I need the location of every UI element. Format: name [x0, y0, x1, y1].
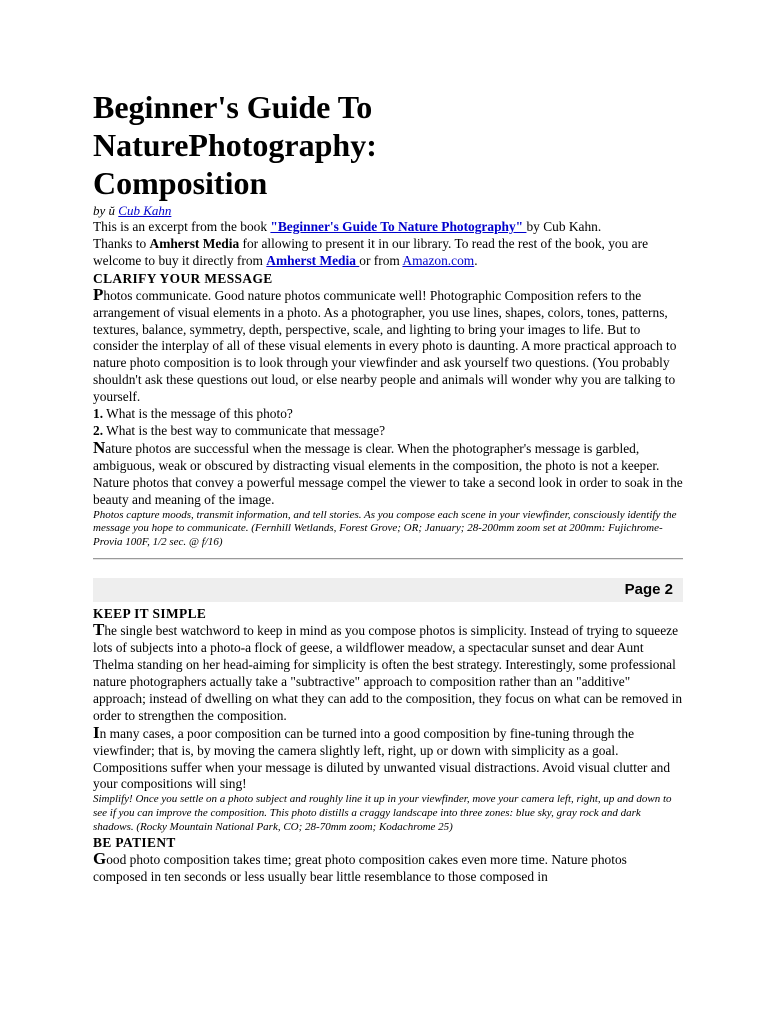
publisher-name: Amherst Media: [149, 235, 240, 251]
question-1: [93, 406, 683, 423]
question-number: 1.: [93, 406, 104, 422]
divider: [93, 558, 683, 560]
author-link[interactable]: Cub Kahn: [118, 203, 172, 218]
intro-excerpt: [93, 219, 683, 236]
photo-caption-1: Photos capture moods, transmit information, and tell stories. As you compose each scene in your viewfinder, consciously identify the message you hope to communicate. (Fernhill Wetlands, Forest Grove; OR; January; 28-200mm zoom set at 200mm: Fujichrome- Provia 100F, 1/2 sec. @ f/16): [93, 508, 677, 548]
or-from: or from: [359, 252, 403, 268]
sentence-end: .: [474, 252, 478, 268]
section-heading-clarify: CLARIFY YOUR MESSAGE: [93, 270, 273, 286]
drop-cap: T: [93, 620, 105, 640]
paragraph-text: hotos communicate. Good nature photos communicate well! Photographic Composition refers to the arrangement of visual elements in a photo. As a photographer, you use lines, shapes, colors, tones, patterns, textures, balance, symmetry, depth, perspective, scale, and lighting to bring your images to life. But to consider the interplay of all of these visual elements in every photo is daunting. A more practical approach to nature photo composition is to look through your viewfinder and ask yourself two questions. (You probably shouldn't ask these questions out loud, or else nearby people and animals will wonder why you are talking to yourself.: [93, 287, 677, 405]
thanks-middle: for allowing to present it in our library. To read the rest of the book, you are welcome to buy it directly from: [93, 235, 649, 268]
drop-cap: P: [93, 284, 104, 304]
intro-thanks: [93, 236, 683, 270]
page-number: Page 2: [624, 581, 673, 599]
paragraph-text: ood photo composition takes time; great photo composition cakes even more time. Nature photos composed in ten seconds or less usually bear little resemblance to those composed in: [93, 852, 627, 885]
book-link[interactable]: "Beginner's Guide To Nature Photography": [270, 219, 527, 234]
section2-paragraph-2: [93, 722, 683, 794]
publisher-link[interactable]: Amherst Media: [266, 252, 360, 268]
title-line-2: NaturePhotography:: [93, 127, 377, 163]
question-number: 2.: [93, 422, 104, 438]
section-heading-be-patient: BE PATIENT: [93, 835, 176, 851]
drop-cap: G: [93, 849, 107, 869]
question-2: [93, 423, 683, 440]
page-title: [93, 88, 683, 202]
amazon-link[interactable]: Amazon.com: [402, 252, 475, 268]
paragraph-text: he single best watchword to keep in mind as you compose photos is simplicity. Instead of trying to squeeze lots of subjects into a photo-a flock of geese, a wildflower meadow, a spectacular sunset and dear Aunt Thelma standing on her head-aiming for simplicity is often the best strategy. Interestingly, some professional nature photographers actually take a "subtractive" approach to composition rather than an "additive" approach; instead of dwelling on what they can add to the composition, they focus on what can be removed in order to strengthen the composition.: [93, 623, 683, 723]
title-line-3: Composition: [93, 165, 268, 201]
title-line-1: Beginner's Guide To: [93, 89, 373, 125]
page-bar: [93, 578, 683, 602]
excerpt-prefix: This is an excerpt from the book: [93, 219, 271, 234]
question-text: What is the message of this photo?: [103, 406, 293, 422]
section1-paragraph-1: [93, 284, 683, 406]
paragraph-text: ature photos are successful when the message is clear. When the photographer's message is garbled, ambiguous, weak or obscured by distracting visual elements in the composition, the photo is not a keeper. Nature photos that convey a powerful message compel the viewer to take a second look in order to soak in the beauty and meaning of the image.: [93, 440, 683, 507]
article: [93, 88, 683, 886]
section1-paragraph-2: [93, 437, 683, 509]
drop-cap: I: [93, 722, 100, 742]
byline: [93, 203, 683, 219]
section-heading-keep-simple: KEEP IT SIMPLE: [93, 606, 207, 622]
excerpt-suffix: by Cub Kahn.: [526, 219, 602, 234]
drop-cap: N: [93, 437, 106, 457]
byline-prefix: by ŭ: [93, 203, 119, 218]
thanks-prefix: Thanks to: [93, 235, 150, 251]
question-text: What is the best way to communicate that message?: [103, 422, 386, 438]
photo-caption-2: Simplify! Once you settle on a photo subject and roughly line it up in your viewfinder, move your camera left, right, up and down to see if you can improve the composition. This photo distills a craggy landscape into three zones: blue sky, gray rock and dark shadows. (Rocky Mountain National Park, CO; 28-70mm zoom; Kodachrome 25): [93, 793, 672, 833]
section3-paragraph-1: [93, 851, 683, 886]
section2-paragraph-1: [93, 622, 683, 724]
paragraph-text: n many cases, a poor composition can be turned into a good composition by fine-tuning through the viewfinder; that is, by moving the camera slightly left, right, up or down with simplicity as a goal. Compositions suffer when your message is diluted by unwanted visual distractions. Avoid visual clutter and your compositions will sing!: [93, 725, 671, 792]
